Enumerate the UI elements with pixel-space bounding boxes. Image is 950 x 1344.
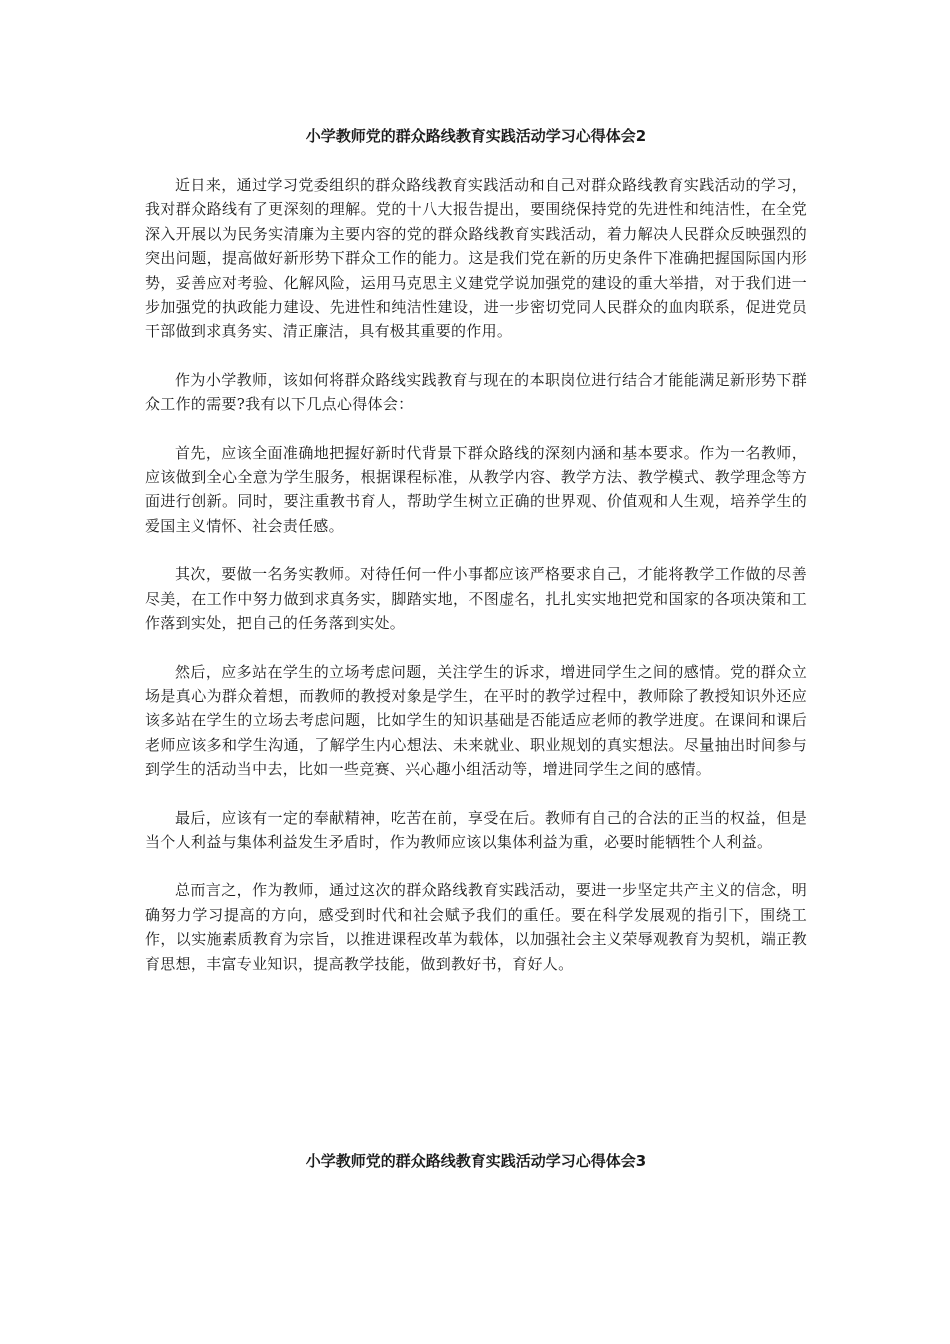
- paragraph: 作为小学教师，该如何将群众路线实践教育与现在的本职岗位进行结合才能能满足新形势下群众工作的需要?我有以下几点心得体会：: [145, 370, 807, 414]
- paragraph: 近日来，通过学习党委组织的群众路线教育实践活动和自己对群众路线教育实践活动的学习，我对群众路线有了更深刻的理解。党的十八大报告提出，要围绕保持党的先进性和纯洁性，在全党深入开展以为民务实清廉为主要内容的党的群众路线教育实践活动，着力解决人民群众反映强烈的突出问题，提高做好新形势下群众工作的能力。这是我们党在新的历史条件下准确把握国际国内形势，妥善应对考验、化解风险，运用马克思主义建党学说加强党的建设的重大举措，对于我们进一步加强党的执政能力建设、先进性和纯洁性建设，进一步密切党同人民群众的血肉联系，促进党员干部做到求真务实、清正廉洁，具有极其重要的作用。: [145, 176, 807, 341]
- paragraph: 其次，要做一名务实教师。对待任何一件小事都应该严格要求自己，才能将教学工作做的尽善尽美，在工作中努力做到求真务实，脚踏实地，不图虚名，扎扎实实地把党和国家的各项决策和工作落到实处，把自己的任务落到实处。: [145, 565, 807, 633]
- document-body: [145, 173, 807, 1000]
- paragraph: 然后，应多站在学生的立场考虑问题，关注学生的诉求，增进同学生之间的感情。党的群众立场是真心为群众着想，而教师的教授对象是学生，在平时的教学过程中，教师除了教授知识外还应该多站在学生的立场去考虑问题，比如学生的知识基础是否能适应老师的教学进度。在课间和课后老师应该多和学生沟通，了解学生内心想法、未来就业、职业规划的真实想法。尽量抽出时间参与到学生的活动当中去，比如一些竞赛、兴心趣小组活动等，增进同学生之间的感情。: [145, 662, 807, 779]
- paragraph: 总而言之，作为教师，通过这次的群众路线教育实践活动，要进一步坚定共产主义的信念，明确努力学习提高的方向，感受到时代和社会赋予我们的重任。要在科学发展观的指引下，围绕工作，以实施素质教育为宗旨，以推进课程改革为载体，以加强社会主义荣辱观教育为契机，端正教育思想，丰富专业知识，提高教学技能，做到教好书，育好人。: [145, 881, 807, 973]
- document-title: 小学教师党的群众路线教育实践活动学习心得体会2: [305, 127, 647, 145]
- paragraph: 首先，应该全面准确地把握好新时代背景下群众路线的深刻内涵和基本要求。作为一名教师，应该做到全心全意为学生服务，根据课程标准，从教学内容、教学方法、教学模式、教学理念等方面进行创新。同时，要注重教书育人，帮助学生树立正确的世界观、价值观和人生观，培养学生的爱国主义情怀、社会责任感。: [145, 443, 807, 535]
- paragraph: 最后，应该有一定的奉献精神，吃苦在前，享受在后。教师有自己的合法的正当的权益，但是当个人利益与集体利益发生矛盾时，作为教师应该以集体利益为重，必要时能牺牲个人利益。: [145, 808, 807, 851]
- next-section-title: 小学教师党的群众路线教育实践活动学习心得体会3: [305, 1152, 647, 1170]
